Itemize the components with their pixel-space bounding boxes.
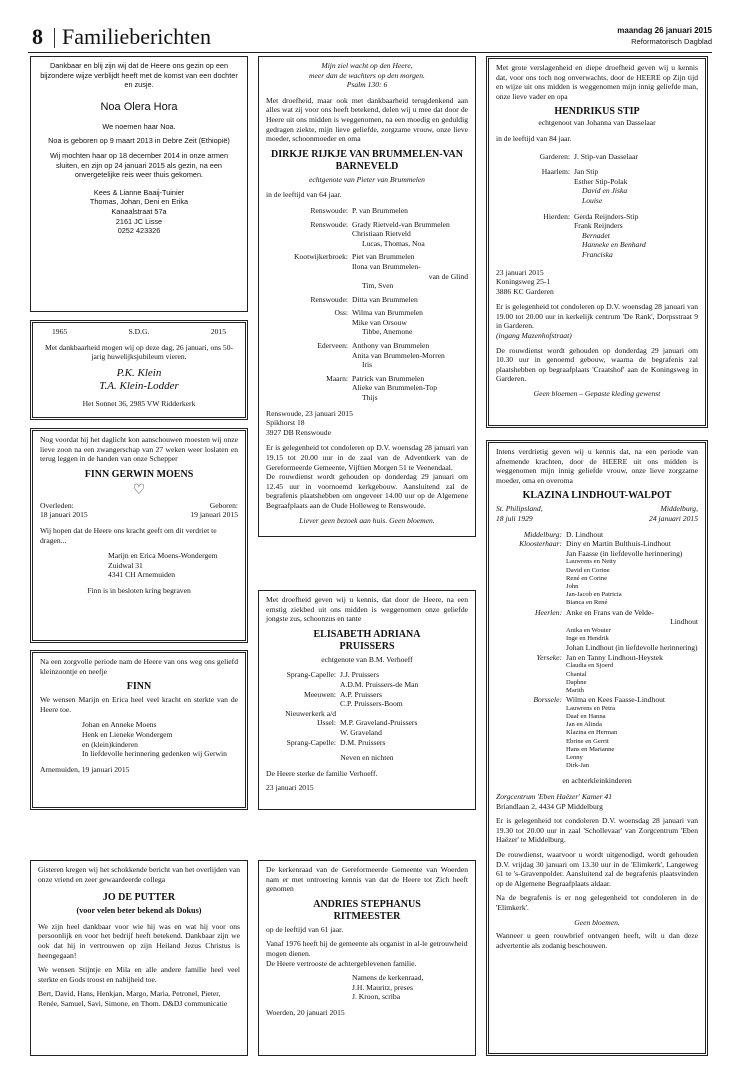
family-member: Esther Stip-Polak (574, 176, 628, 186)
ritmeester-name-1: ANDRIES STEPHANUS (313, 898, 421, 910)
family-place (496, 679, 566, 687)
family-place: Heerlen: (535, 607, 562, 617)
brummelen-family (266, 206, 468, 403)
noa-intro: Dankbaar en blij zijn wij dat de Heere ons gezin op een bijzondere wijze verblijdt heeft met de komst van een dochter en zusje. (40, 61, 238, 90)
family-place (496, 583, 566, 591)
jubilee-address: Het Sonnet 36, 2985 VW Ridderkerk (82, 398, 196, 408)
brummelen-closing: Liever geen bezoek aan huis. Geen bloemen. (299, 515, 435, 525)
family-row (496, 212, 698, 260)
family-place: Yerseke: (536, 652, 562, 662)
family-member: Frank Reijnders (574, 221, 623, 231)
stip-age: in de leeftijd van 84 jaar. (496, 133, 572, 143)
brummelen-age: in de leeftijd van 64 jaar. (266, 190, 342, 200)
putter-p3: Bert, David, Hans, Henkjan, Margo, Maria, Petronel, Pieter, Renée, Samuel, Savi, Simone, en Thom. D&DJ communicatie (38, 989, 228, 1008)
family-line: Kanaalstraat 57a (111, 206, 167, 216)
born-label: Geboren: (209, 500, 238, 510)
family-row (496, 738, 698, 746)
lindhout-p3: Na de begrafenis is er nog gelegenheid tot condoleren in de 'Elimkerk'. (496, 893, 698, 912)
death-notice-pruissers (258, 590, 476, 810)
family-place: Oss: (334, 308, 348, 318)
family-place (496, 738, 566, 746)
family-place: Renswoude: (310, 219, 348, 229)
noa-name: Noa Olera Hora (100, 100, 178, 113)
family-place: Renswoude: (310, 205, 348, 215)
family-member: Anthony van Brummelen (352, 341, 430, 351)
family-row (496, 583, 698, 591)
family-place: Nieuwerkerk a/d IJssel: (285, 708, 336, 728)
brummelen-spouse: echtgenote van Pieter van Brummelen (309, 174, 425, 184)
family-row (266, 738, 468, 748)
family-place: Ederveen: (317, 341, 348, 351)
family-place (496, 687, 566, 695)
ritmeester-p1: Vanaf 1976 heeft hij de gemeente als organist in al-le getrouwheid mogen dienen. (266, 939, 468, 958)
death-notice-finn-gerwin-moens (30, 428, 248, 643)
died-date: 18 januari 2015 (40, 510, 88, 520)
family-line: Kees & Lianne Baaij-Tuinier (93, 187, 185, 197)
family-member: Anika en Wouter (566, 626, 611, 634)
family-member: René en Corine (566, 574, 608, 582)
family-row (496, 687, 698, 695)
lindhout-closing: Geen bloemen. (574, 917, 620, 927)
family-member: Inge en Hendrik (566, 634, 609, 642)
family-place: Hierden: (543, 211, 570, 221)
pruissers-date: 23 januari 2015 (266, 783, 314, 793)
putter-intro: Gisteren kregen wij het schokkende bericht van het overlijden van onze vriend en zeer gewaardeerde collega (38, 865, 240, 884)
family-member: David en Jiska (582, 186, 628, 196)
family-row (266, 374, 468, 403)
lindhout-p1: Er is gelegenheid tot condoleren D.V. woensdag 28 januari van 19.30 tot 20.00 uur in zaal 'Schollevaar' van Zorgcentrum 'Eben Haëzer' te Middelburg. (496, 816, 698, 845)
stip-p1: Er is gelegenheid tot condoleren op D.V. woensdag 28 januari van 19.00 tot 20.00 uur in kerkelijk centrum 'De Rank', Dorpsstraat 9 in Garderen. (496, 302, 698, 331)
family-member: Louise (582, 195, 603, 205)
family-member: Alieke van Brummelen-Top (352, 383, 438, 393)
signatory-line: J. Kroon, scriba (352, 992, 401, 1002)
signatory-line: J.H. Mauritz, preses (352, 982, 413, 992)
family-row (266, 709, 468, 738)
family-place (496, 617, 566, 627)
death-notice-van-brummelen (258, 56, 476, 537)
brummelen-name: DIRKJE RIJKJE VAN BRUMMELEN-VAN BARNEVELD (271, 148, 463, 172)
section-title: Familieberichten (62, 24, 212, 49)
finn-moens-family (40, 551, 238, 580)
brummelen-address: 3927 DB Renswoude (266, 427, 331, 437)
family-row (496, 721, 698, 729)
family-place (496, 705, 566, 713)
family-row (496, 539, 698, 549)
family-member: A.P. Pruissers (340, 689, 382, 699)
lindhout-care-home: Zorgcentrum 'Eben Haëzer' Kamer 41 (496, 791, 613, 801)
family-row (496, 653, 698, 663)
family-place (496, 558, 566, 566)
death-notice-lindhout-walpot (486, 440, 708, 1056)
family-member: Johan Lindhout (in liefdevolle herinnering) (566, 643, 698, 653)
family-place (496, 627, 566, 635)
family-member: John (566, 582, 579, 590)
lindhout-p4: Wanneer u geen rouwbrief ontvangen heeft, wilt u dan deze advertentie als zodanig beschouwen. (496, 931, 698, 950)
family-member: Lucas, Thomas, Noa (362, 238, 425, 248)
stip-closing: Geen bloemen – Gepaste kleding gewenst (533, 389, 661, 399)
family-member: A.D.M. Pruissers-de Man (340, 679, 419, 689)
birth-announcement-noa (30, 56, 248, 312)
family-place: Meeuwen: (303, 689, 336, 699)
family-place (496, 662, 566, 670)
finn-moens-dates (40, 510, 238, 520)
family-row (496, 635, 698, 643)
header-divider (54, 28, 55, 48)
finn-moens-text: Wij hopen dat de Heere ons kracht geeft om dit verdriet te dragen... (40, 525, 217, 545)
family-row (266, 206, 468, 216)
signatory-line: Namens de kerkenraad, (352, 973, 424, 983)
family-place: Maarn: (326, 373, 348, 383)
family-row (266, 252, 468, 290)
family-member: Daphne (566, 678, 587, 686)
pruissers-spouse: echtgenote van B.M. Verhoeff (321, 654, 413, 664)
death-notice-stip (486, 56, 708, 428)
stip-intro: Met grote verslagenheid en diepe droefheid geven wij u kennis dat, voor ons toch nog onverwachts, door de HEERE op Zijn tijd en wijze uit ons midden is weggenomen mijn innig geliefde man, onze lieve vader en opa (496, 63, 698, 101)
family-place (496, 713, 566, 721)
stip-family (496, 152, 698, 260)
family-line: In liefdevolle herinnering gedenken wij Gerwin (82, 749, 227, 759)
lindhout-dates (496, 514, 698, 524)
year-from: 1965 (52, 327, 68, 336)
stip-p1b: (ingang Mazenhofstraat) (496, 331, 572, 341)
family-member: Iris (362, 360, 373, 370)
family-member: van de Glind (428, 271, 468, 281)
family-row (496, 567, 698, 575)
born-date: 19 januari 2015 (190, 510, 238, 520)
family-line: Marijn en Erica Moens-Wondergem (108, 551, 218, 561)
family-line: Johan en Anneke Moens (82, 720, 157, 730)
family-place (496, 671, 566, 679)
family-member: David en Corine (566, 566, 610, 574)
noa-line1: We noemen haar Noa. (102, 121, 176, 131)
family-row (496, 662, 698, 670)
family-member: Anke en Frans van de Velde- (566, 607, 654, 617)
ritmeester-signatories (266, 973, 468, 1002)
family-member: Christiaan Rietveld (352, 229, 411, 239)
family-member: Chantal (566, 670, 587, 678)
family-member: P. van Brummelen (352, 205, 408, 215)
verse-line: meer dan de wachters op den morgen. (309, 70, 425, 80)
pruissers-nieces: Neven en nichten (340, 753, 394, 763)
family-row (266, 295, 468, 305)
family-row (496, 695, 698, 705)
family-line: 2161 JC Lisse (115, 216, 163, 226)
family-member: M.P. Graveland-Pruissers (340, 718, 418, 728)
family-member: Anita van Brummelen-Morren (352, 350, 445, 360)
family-member: D.M. Pruissers (340, 737, 386, 747)
family-line: Thomas, Johan, Deni en Erika (89, 197, 189, 207)
family-row (496, 152, 698, 162)
year-to: 2015 (210, 327, 226, 336)
family-row (496, 754, 698, 762)
family-row (496, 671, 698, 679)
verse-line: Mijn ziel wacht op den Heere, (321, 61, 413, 70)
family-member: Ebrine en Gerrit (566, 737, 609, 745)
family-row (496, 167, 698, 205)
family-member: Klazina en Herman (566, 729, 618, 737)
noa-family (38, 188, 240, 236)
ritmeester-place: Woerden, 20 januari 2015 (266, 1007, 345, 1017)
ritmeester-intro: De kerkenraad van de Gereformeerde Gemeente van Woerden nam er met ontroering kennis van dat de Heere tot Zich heeft genomen (266, 865, 468, 894)
lindhout-intro: Intens verdrietig geven wij u kennis dat, na een periode van afnemende krachten, door de HEERE uit ons midden is weggenomen mijn innig geliefde vrouw, onze lieve zorgzame moeder, oma en overoma (496, 447, 698, 485)
verse-reference: Psalm 130: 6 (346, 80, 388, 90)
family-row (266, 670, 468, 689)
family-row (266, 341, 468, 370)
finn-moens-name: FINN GERWIN MOENS (84, 468, 194, 480)
lindhout-family (496, 530, 698, 771)
family-member: Hanneke en Benhard (582, 240, 646, 250)
family-line: Zuidwal 31 (108, 560, 143, 570)
family-place: Borssele: (533, 695, 562, 705)
jubilee-name-2: T.A. Klein-Lodder (99, 379, 179, 392)
family-row (496, 599, 698, 607)
family-place (496, 762, 566, 770)
family-member: Mike van Orsouw (352, 317, 407, 327)
family-member: Tibbe, Anemone (362, 327, 413, 337)
family-member: Jan en Tanny Lindhout-Heystek (566, 652, 663, 662)
family-member: Jan-Jacob en Patricia (566, 591, 622, 599)
family-place (496, 575, 566, 583)
family-member: C.P. Pruissers-Boom (340, 699, 403, 709)
brummelen-place-date: Renswoude, 23 januari 2015 (266, 408, 353, 418)
family-row (496, 617, 698, 627)
noa-line3: Wij mochten haar op 18 december 2014 in onze armen sluiten, en zijn op 24 januari 2015 als gezin, na een onvergetelijke reis weer thuis gekomen. (49, 150, 229, 180)
family-place (496, 729, 566, 737)
family-member: Patrick van Brummelen (352, 373, 425, 383)
family-row (266, 690, 468, 709)
family-row (266, 308, 468, 337)
family-row (496, 713, 698, 721)
stip-address: 3886 KC Garderen (496, 286, 554, 296)
family-place (496, 643, 566, 653)
family-row (496, 627, 698, 635)
family-row (496, 643, 698, 653)
family-row (496, 679, 698, 687)
family-place: Kloosterhaar: (519, 539, 562, 549)
family-place (496, 635, 566, 643)
brummelen-p2: De rouwdienst wordt gehouden op donderdag 29 januari om 12.45 uur in voornoemd kerkgebouw. Aansluitend zal de begrafenis plaatshebben om ongeveer 14.00 uur op de Algemene Begraafplaats aan de Oude Holleweg te Renswoude. (266, 472, 468, 510)
born-date: 18 juli 1929 (496, 513, 533, 523)
family-place: Sprang-Capelle: (286, 737, 336, 747)
family-member: Diny en Martin Bulthuis-Lindhout (566, 539, 671, 549)
lindhout-greatgrandchildren: en achterkleinkinderen (562, 776, 632, 786)
family-member: Bianca en René (566, 599, 608, 607)
finn-name: FINN (126, 681, 152, 693)
born-place: St. Philipsland, (496, 504, 543, 514)
heart-icon: ♡ (132, 482, 146, 498)
ritmeester-p2: De Heere vertrooste de achtergeblevenen familie. (266, 958, 417, 968)
family-member: Lindhout (670, 617, 698, 627)
family-place (496, 591, 566, 599)
finn-text: We wensen Marijn en Erica heel veel kracht en sterkte van de Heere toe. (40, 695, 238, 714)
family-member: Wilma van Brummelen (352, 308, 423, 318)
ritmeester-age: op de leeftijd van 61 jaar. (266, 924, 344, 934)
family-member: Jan Stip (574, 167, 599, 177)
died-label: Overleden: (40, 500, 74, 510)
family-row (496, 558, 698, 566)
jubilee-intro: Met dankbaarheid mogen wij op deze dag, 26 januari, ons 50-jarig huwelijksjubileum vieren. (44, 342, 234, 362)
page-number: 8 (32, 24, 43, 49)
family-member: Ilona van Brummelen- (352, 261, 421, 271)
family-member: Claudia en Sjoerd (566, 662, 614, 670)
family-member: Jan en Alinda (566, 721, 602, 729)
family-place: Garderen: (539, 151, 570, 161)
family-row (496, 729, 698, 737)
family-member: Daaf en Hanna (566, 712, 606, 720)
stip-name: HENDRIKUS STIP (554, 106, 640, 118)
sdg-text: S.D.G. (128, 327, 150, 336)
family-row (266, 220, 468, 249)
family-row (496, 591, 698, 599)
family-member: W. Graveland (340, 727, 382, 737)
finn-moens-closing: Finn is in besloten kring begraven (87, 585, 191, 595)
family-member: J.J. Pruissers (340, 670, 380, 680)
lindhout-places (496, 504, 698, 514)
page-header (28, 24, 712, 53)
family-place (496, 721, 566, 729)
jubilee-announcement-klein (30, 320, 248, 420)
family-member: Gerda Reijnders-Stip (574, 211, 639, 221)
family-row (496, 746, 698, 754)
noa-line2: Noa is geboren op 9 maart 2013 in Debre Zeit (Ethiopië) (48, 136, 230, 146)
putter-aka: (voor velen beter bekend als Dokus) (76, 906, 202, 916)
died-date: 24 januari 2015 (649, 513, 698, 523)
family-place (496, 549, 566, 559)
family-row (496, 575, 698, 583)
lindhout-name: KLAZINA LINDHOUT-WALPOT (522, 490, 672, 502)
stip-p2: De rouwdienst wordt gehouden op donderdag 29 januari om 10.30 uur in genoemd gebouw, waarna de begrafenis zal plaatshebben op begraafplaats 'Craatshof' aan de Koningsweg in Garderen. (496, 345, 698, 384)
family-member: Dirk-Jan (566, 762, 590, 770)
family-row (496, 705, 698, 713)
family-member: Wilma en Kees Faasse-Lindhout (566, 695, 666, 705)
putter-name: JO DE PUTTER (102, 892, 176, 904)
pruissers-name-2: PRUISSERS (339, 640, 395, 652)
lindhout-p2: De rouwdienst, waarvoor u wordt uitgenodigd, wordt gehouden D.V. vrijdag 30 januari om 13.30 uur in de 'Elimkerk', Langeweg 61 te 's-Gravenpolder. Aansluitend zal de begrafenis plaatsvinden op de Algemene Begraafplaats aldaar. (496, 849, 698, 888)
death-notice-finn (30, 650, 248, 810)
family-member: Bernadet (582, 230, 610, 240)
pruissers-intro: Met droefheid geven wij u kennis, dat door de Heere, na een ernstig ziekbed uit ons midden is weggenomen onze geliefde jongste zus, schoonzus en tante (266, 595, 468, 624)
family-member: Grady Rietveld-van Brummelen (352, 219, 450, 229)
family-member: J. Stip-van Dasselaar (574, 151, 638, 161)
family-member: Franciska (582, 249, 613, 259)
family-member: Marith (566, 686, 584, 694)
family-row (496, 608, 698, 618)
family-line: 0252 423326 (117, 226, 161, 236)
lindhout-care-address: Briandlaan 2, 4434 GP Middelburg (496, 801, 603, 811)
finn-moens-dates-labels (40, 501, 238, 511)
family-member: Lauwrens en Petra (566, 704, 616, 712)
brummelen-p1: Er is gelegenheid tot condoleren op D.V. woensdag 28 januari van 19.15 tot 20.00 uur in de zaal van de Adventkerk van de Gereformeerde Gemeente, Vijftien Morgen 51 te Veenendaal. (266, 443, 468, 472)
putter-p2: We wensen Stijntje en Mila en alle andere familie heel veel sterkte en Gods troost en nabijheid toe. (38, 965, 240, 984)
family-place: Haarlem: (541, 167, 570, 177)
finn-place: Arnemuiden, 19 januari 2015 (40, 764, 130, 774)
family-place: Renswoude: (310, 294, 348, 304)
family-member: Thijs (362, 393, 378, 403)
family-row (496, 549, 698, 559)
issue-date: maandag 26 januari 2015 (617, 26, 712, 35)
family-place: Kootwijkerbroek: (294, 252, 348, 262)
family-place: Sprang-Capelle: (286, 670, 336, 680)
family-row (496, 530, 698, 540)
family-place (496, 599, 566, 607)
death-notice-jo-de-putter (30, 860, 248, 1056)
jubilee-years (40, 327, 238, 337)
family-member: D. Lindhout (566, 529, 604, 539)
brummelen-intro: Met droefheid, maar ook met dankbaarheid terugdenkend aan alles wat zij voor ons heeft betekend, delen wij u mee dat door de Heere uit ons midden is weggenomen, na een moedig en geduldig gedragen ziekte, mijn lieve geliefde, zorgzame vrouw, onze lieve moeder, schoonmoeder en oma (266, 95, 468, 144)
jubilee-name-1: P.K. Klein (116, 366, 162, 379)
family-member: Lauwrens en Netty (566, 558, 617, 566)
stip-spouse: echtgenoot van Johanna van Dasselaar (538, 118, 656, 128)
family-line: en (klein)kinderen (82, 739, 138, 749)
brummelen-address: Spikhorst 18 (266, 418, 305, 428)
family-member: Piet van Brummelen (352, 252, 415, 262)
family-place (496, 567, 566, 575)
pruissers-p1: De Heere sterke de familie Verhoeff. (266, 768, 378, 778)
family-place (496, 754, 566, 762)
family-member: Hans en Marianne (566, 745, 615, 753)
family-row (496, 762, 698, 770)
family-place: Middelburg: (523, 529, 562, 539)
stip-date: 23 januari 2015 (496, 267, 544, 277)
died-place: Middelburg, (660, 504, 698, 514)
family-member: Tim, Sven (362, 281, 394, 291)
pruissers-name-1: ELISABETH ADRIANA (313, 628, 421, 640)
finn-intro: Na een zorgvolle periode nam de Heere van ons weg ons geliefd kleinzoontje en neefje (40, 657, 238, 676)
putter-p1: We zijn heel dankbaar voor wie hij was en wat hij voor ons persoonlijk en voor het bedrijf heeft betekend. Dankbaar zijn we ook dat hij in vertrouwen op zijn Heiland Jezus Christus is heengegaan! (38, 921, 240, 960)
ritmeester-name-2: RITMEESTER (333, 910, 401, 922)
family-member: Jan Faasse (in liefdevolle herinnering) (566, 548, 683, 558)
death-notice-ritmeester (258, 860, 476, 1056)
stip-address: Koningsweg 25-1 (496, 277, 551, 287)
finn-moens-intro: Nog voordat hij het daglicht kon aanschouwen moesten wij onze lieve zoon na een zwangerschap van 27 weken weer loslaten en terug leggen in de handen van onze Schepper (40, 435, 238, 464)
family-place (496, 746, 566, 754)
family-line: 4341 CH Arnemuiden (108, 570, 176, 580)
paper-name: Reformatorisch Dagblad (631, 37, 712, 46)
finn-family (40, 720, 238, 758)
family-member: Lenny (566, 753, 583, 761)
family-line: Henk en Lieneke Wondergem (82, 729, 173, 739)
family-member: Ditta van Brummelen (352, 294, 418, 304)
